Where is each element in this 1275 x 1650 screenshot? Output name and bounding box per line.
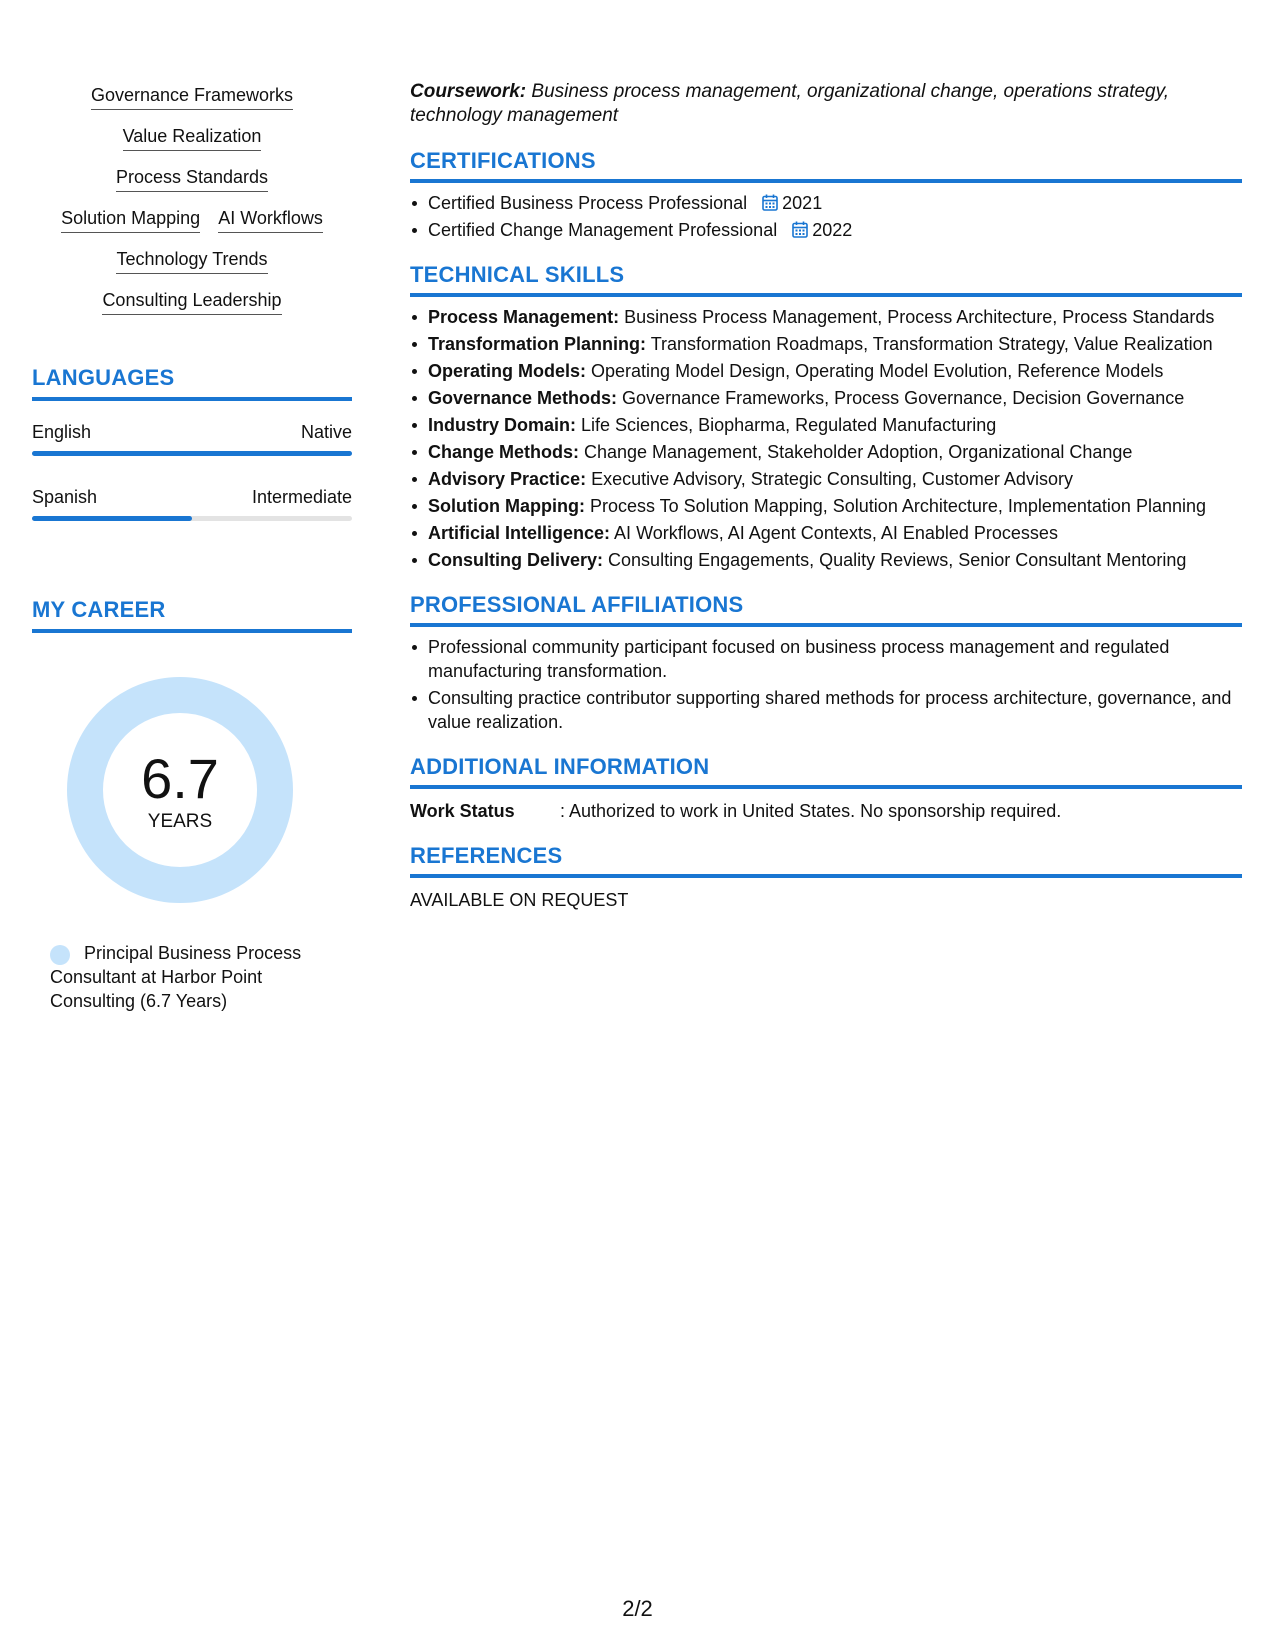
skill-label: Advisory Practice: [428, 469, 587, 489]
skill-item [410, 332, 1242, 356]
coursework [410, 80, 1242, 128]
skill-tag: Governance Frameworks [91, 84, 293, 110]
skill-item [410, 548, 1242, 572]
tag-row [32, 125, 352, 151]
skill-label: Change Methods: [428, 442, 579, 462]
skill-text: Life Sciences, Biopharma, Regulated Manufacturing [576, 415, 997, 435]
career-legend [50, 941, 320, 1013]
skill-label: Industry Domain: [428, 415, 577, 435]
skill-tag: Technology Trends [116, 248, 267, 274]
legend-dot [50, 945, 70, 965]
skill-tag: AI Workflows [218, 207, 323, 233]
career-total-unit: YEARS [147, 811, 213, 832]
skill-item [410, 386, 1242, 410]
skill-text: Consulting Engagements, Quality Reviews, Senior Consultant Mentoring [603, 550, 1187, 570]
skill-label: Solution Mapping: [428, 496, 585, 516]
languages-title: LANGUAGES [32, 365, 352, 401]
skill-text: Change Management, Stakeholder Adoption, Organizational Change [579, 442, 1133, 462]
career-donut [67, 677, 293, 903]
tag-row [32, 207, 352, 233]
skill-label: Consulting Delivery: [428, 550, 604, 570]
language-item [32, 486, 352, 521]
language-bar-fill [32, 516, 192, 521]
skill-tag: Solution Mapping [61, 207, 200, 233]
skill-label: Governance Methods: [428, 388, 618, 408]
certification-item [410, 191, 1242, 215]
language-name: English [32, 422, 92, 442]
coursework-label: Coursework: [410, 81, 527, 102]
left-column [32, 84, 352, 1013]
skill-tag: Value Realization [123, 125, 262, 151]
certification-year: 2021 [782, 193, 823, 213]
tag-row [32, 166, 352, 192]
language-level: Intermediate [251, 487, 352, 507]
affiliations-list [410, 635, 1242, 734]
coursework-text: Business process management, organizational change, operations strategy, technology management [410, 81, 1169, 126]
certifications-title: CERTIFICATIONS [410, 148, 1242, 183]
certification-year: 2022 [812, 220, 853, 240]
page-number: 2/2 [622, 1596, 653, 1621]
skill-tag: Process Standards [116, 166, 268, 192]
language-bar-fill [32, 451, 352, 456]
skill-item [410, 359, 1242, 383]
references-title: REFERENCES [410, 843, 1242, 878]
skill-item [410, 467, 1242, 491]
language-name: Spanish [32, 487, 98, 507]
references-text: AVAILABLE ON REQUEST [410, 890, 629, 910]
certification-name: Certified Change Management Professional [428, 220, 778, 240]
languages-section [32, 365, 352, 521]
career-total-value: 6.7 [141, 747, 219, 810]
skill-label: Transformation Planning: [428, 334, 647, 354]
language-bar [32, 451, 352, 456]
skill-text: Executive Advisory, Strategic Consulting, Customer Advisory [586, 469, 1073, 489]
skill-tag: Consulting Leadership [102, 289, 281, 315]
career-title: MY CAREER [32, 597, 352, 633]
affiliation-item: Consulting practice contributor supporting shared methods for process architecture, governance, and value realization. [410, 686, 1242, 734]
certification-item [410, 218, 1242, 242]
skill-text: Business Process Management, Process Architecture, Process Standards [619, 307, 1215, 327]
skill-text: Transformation Roadmaps, Transformation Strategy, Value Realization [646, 334, 1213, 354]
skill-text: Process To Solution Mapping, Solution Architecture, Implementation Planning [584, 496, 1206, 516]
work-status-row [410, 799, 1242, 823]
affiliation-item: Professional community participant focused on business process management and regulated manufacturing transformation. [410, 635, 1242, 683]
skill-item [410, 413, 1242, 437]
tag-row [32, 248, 352, 274]
work-status-value: : Authorized to work in United States. No sponsorship required. [560, 801, 1062, 821]
language-bar [32, 516, 352, 521]
certifications-list [410, 191, 1242, 242]
tag-row [32, 84, 352, 110]
career-legend-text: Principal Business Process Consultant at Harbor Point Consulting (6.7 Years) [50, 943, 302, 1011]
additional-info-title: ADDITIONAL INFORMATION [410, 754, 1242, 789]
skill-label: Process Management: [428, 307, 620, 327]
certification-name: Certified Business Process Professional [428, 193, 748, 213]
skill-tags [32, 84, 352, 315]
affiliations-title: PROFESSIONAL AFFILIATIONS [410, 592, 1242, 627]
skill-item [410, 494, 1242, 518]
calendar-icon [762, 194, 778, 211]
skill-label: Artificial Intelligence: [428, 523, 611, 543]
skill-text: Operating Model Design, Operating Model Evolution, Reference Models [586, 361, 1164, 381]
work-status-key: Work Status [410, 801, 515, 821]
skill-item [410, 305, 1242, 329]
skill-item [410, 440, 1242, 464]
skill-label: Operating Models: [428, 361, 587, 381]
language-level: Native [300, 422, 352, 442]
skill-item [410, 521, 1242, 545]
calendar-icon [792, 221, 808, 238]
skill-text: Governance Frameworks, Process Governance, Decision Governance [617, 388, 1185, 408]
skill-text: AI Workflows, AI Agent Contexts, AI Enabled Processes [610, 523, 1058, 543]
technical-skills-list [410, 305, 1242, 572]
technical-skills-title: TECHNICAL SKILLS [410, 262, 1242, 297]
language-item [32, 421, 352, 456]
tag-row [32, 289, 352, 315]
right-column [410, 80, 1242, 912]
career-section [32, 597, 352, 1013]
